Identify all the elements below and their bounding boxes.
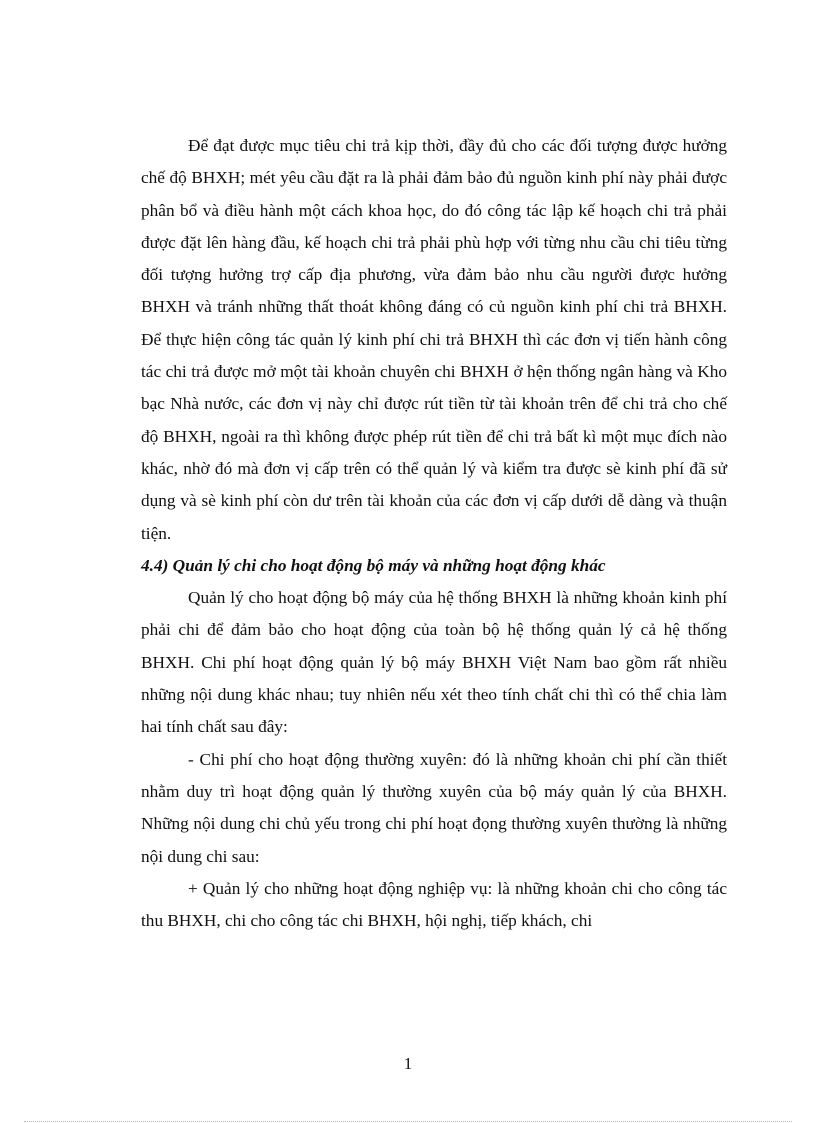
paragraph-payment-planning: Để đạt được mục tiêu chi trả kịp thời, đầy đủ cho các đối tượng được hưởng chế độ BHXH; mét yêu cầu đặt ra là phải đảm bảo đủ nguồn kinh phí này phải được phân bổ và điều hành một cách khoa học, do đó công tác lập kế hoạch chi trả phải được đặt lên hàng đầu, kế hoạch chi trả phải phù hợp với từng nhu cầu chi tiêu từng đối tượng hưởng trợ cấp địa phương, vừa đảm bảo nhu cầu người được hưởng BHXH và tránh những thất thoát không đáng có củ nguồn kinh phí chi trả BHXH. Để thực hiện công tác quản lý kinh phí chi trả BHXH thì các đơn vị tiến hành công tác chi trả được mở một tài khoản chuyên chi BHXH ở hện thống ngân hàng và Kho bạc Nhà nước, các đơn vị này chỉ được rút tiền từ tài khoản trên để chi trả cho chế độ BHXH, ngoài ra thì không được phép rút tiền để chi trả bất kì một mục đích nào khác, nhờ đó mà đơn vị cấp trên có thể quản lý và kiểm tra được sè kinh phí đã sử dụng và sè kinh phí còn dư trên tài khoản của các đơn vị cấp dưới dễ dàng và thuận tiện. <box>141 136 727 543</box>
page-number: 1 <box>403 1054 413 1073</box>
document-body <box>141 130 727 937</box>
paragraph-regular-expenses: - Chi phí cho hoạt động thường xuyên: đó là những khoản chi phí cần thiết nhằm duy trì hoạt động quản lý thường xuyên của bộ máy quản lý của BHXH. Những nội dung chi chủ yếu trong chi phí hoạt đọng thường xuyên thường là những nội dung chi sau: <box>141 749 727 866</box>
section-heading-4-4: 4.4) Quản lý chi cho hoạt động bộ máy và những hoạt động khác <box>141 555 606 575</box>
page-bottom-divider <box>24 1121 792 1122</box>
paragraph-apparatus-expenses: Quản lý cho hoạt động bộ máy của hệ thống BHXH là những khoản kinh phí phải chi để đảm bảo cho hoạt động của toàn bộ hệ thống quản lý cả hệ thống BHXH. Chi phí hoạt động quản lý bộ máy BHXH Việt Nam bao gồm rất nhiều những nội dung khác nhau; tuy nhiên nếu xét theo tính chất chi thì có thể chia làm hai tính chất sau đây: <box>141 588 727 737</box>
paragraph-professional-activities: + Quản lý cho những hoạt động nghiệp vụ: là những khoản chi cho công tác thu BHXH, chi cho công tác chi BHXH, hội nghị, tiếp khách, chi <box>141 878 727 931</box>
